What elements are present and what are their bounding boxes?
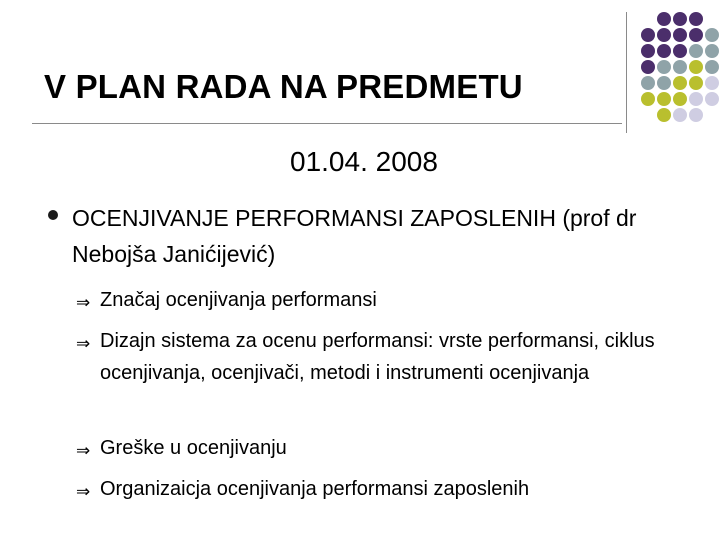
decorative-dot — [705, 44, 719, 58]
sub-item — [76, 284, 676, 316]
decorative-dot — [657, 12, 671, 26]
arrow-icon: ⇒ — [76, 482, 91, 502]
decorative-dot — [673, 44, 687, 58]
decorative-dot — [673, 28, 687, 42]
sub-item-text: Dizajn sistema za ocenu performansi: vrste performansi, ciklus ocenjivanja, ocenjivači, metodi i instrumenti ocenjivanja — [100, 330, 655, 384]
sub-item — [76, 325, 676, 389]
decorative-dot — [641, 92, 655, 106]
decorative-dot — [673, 12, 687, 26]
slide-date: 01.04. 2008 — [290, 146, 438, 177]
decorative-dot — [673, 76, 687, 90]
main-bullet-text: OCENJIVANJE PERFORMANSI ZAPOSLENIH (prof dr Nebojša Janićijević) — [72, 205, 637, 267]
decorative-dot — [673, 60, 687, 74]
slide-title: V PLAN RADA NA PREDMETU — [44, 68, 523, 105]
decorative-dot — [689, 60, 703, 74]
title-underline — [32, 123, 622, 124]
decorative-dot — [705, 92, 719, 106]
decorative-dot — [641, 76, 655, 90]
vertical-divider — [626, 12, 627, 133]
decorative-dot — [657, 108, 671, 122]
sub-item — [76, 432, 676, 464]
sub-item — [76, 473, 676, 505]
sub-item-text: Greške u ocenjivanju — [100, 437, 287, 459]
arrow-icon: ⇒ — [76, 334, 91, 354]
decorative-dot — [641, 44, 655, 58]
decorative-dot — [657, 92, 671, 106]
decorative-dot — [641, 28, 655, 42]
decorative-dot — [689, 12, 703, 26]
decorative-dot — [641, 60, 655, 74]
sub-item-text: Značaj ocenjivanja performansi — [100, 289, 377, 311]
decorative-dot — [689, 92, 703, 106]
decorative-dot — [689, 108, 703, 122]
sub-item-text: Organizaicja ocenjivanja performansi zaposlenih — [100, 478, 530, 500]
decorative-dot — [657, 60, 671, 74]
decorative-dot — [705, 28, 719, 42]
decorative-dot — [705, 60, 719, 74]
decorative-dot — [673, 108, 687, 122]
decorative-dot — [657, 76, 671, 90]
decorative-dot — [705, 76, 719, 90]
decorative-dot — [657, 28, 671, 42]
bullet-icon — [48, 210, 58, 220]
decorative-dot — [689, 76, 703, 90]
decorative-dot — [673, 92, 687, 106]
decorative-dot — [657, 44, 671, 58]
decorative-dot — [689, 44, 703, 58]
arrow-icon: ⇒ — [76, 293, 91, 313]
arrow-icon: ⇒ — [76, 441, 91, 461]
decorative-dot — [689, 28, 703, 42]
